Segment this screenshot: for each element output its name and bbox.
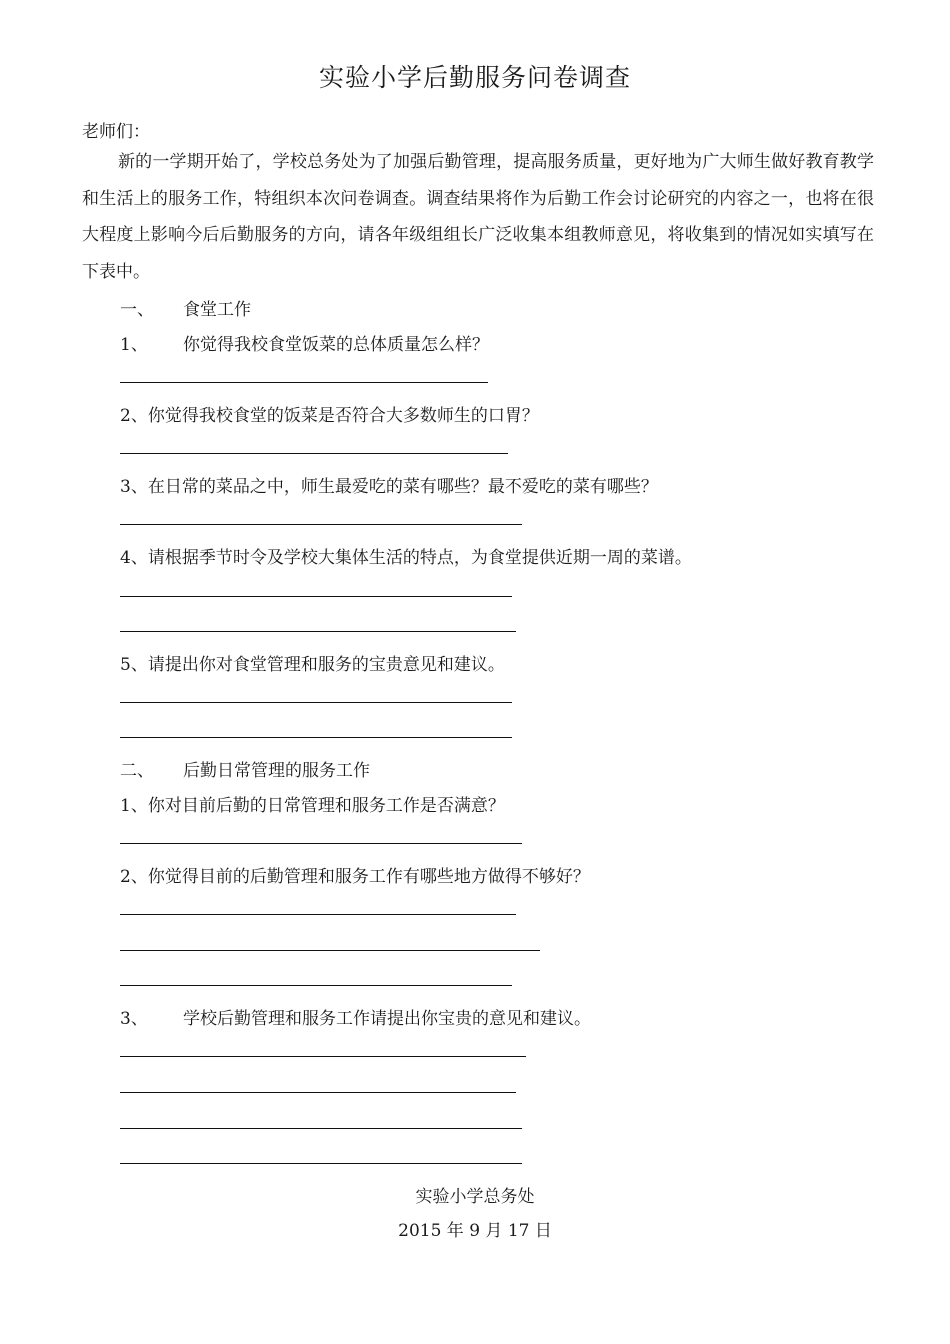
answer-line[interactable] [120,843,522,844]
answer-line[interactable] [120,985,512,986]
section1-number: 一、 [120,300,154,320]
section2-question-2: 2、你觉得目前的后勤管理和服务工作有哪些地方做得不够好？ [120,867,590,887]
section2-heading [120,756,370,781]
section1-title: 食堂工作 [183,300,251,320]
answer-line[interactable] [120,702,512,703]
answer-line[interactable] [120,1092,516,1093]
answer-line[interactable] [120,524,522,525]
section1-question-1 [120,330,489,355]
greeting: 老师们： [82,122,150,142]
section1-question-4: 4、请根据季节时令及学校大集体生活的特点，为食堂提供近期一周的菜谱。 [120,548,692,568]
intro-paragraph: 新的一学期开始了，学校总务处为了加强后勤管理，提高服务质量，更好地为广大师生做好教育教学和生活上的服务工作，特组织本次问卷调查。调查结果将作为后勤工作会讨论研究的内容之一，也将在很大程度上影响今后后勤服务的方向，请各年级组组长广泛收集本组教师意见，将收集到的情况如实填写在下表中。 [82,152,874,282]
issue-date: 2015 年 9 月 17 日 [398,1221,552,1241]
section1-question-5: 5、请提出你对食堂管理和服务的宝贵意见和建议。 [120,655,505,675]
answer-line[interactable] [120,914,516,915]
answer-line[interactable] [120,596,512,597]
section2-title: 后勤日常管理的服务工作 [183,761,370,781]
section1-question-3: 3、在日常的菜品之中，师生最爱吃的菜有哪些？最不爱吃的菜有哪些？ [120,477,658,497]
section1-q1-text: 你觉得我校食堂饭菜的总体质量怎么样？ [183,335,489,355]
answer-line[interactable] [120,1128,522,1129]
section2-question-1: 1、你对目前后勤的日常管理和服务工作是否满意？ [120,796,505,816]
section1-question-2: 2、你觉得我校食堂的饭菜是否符合大多数师生的口胃？ [120,406,539,426]
answer-line[interactable] [120,950,540,951]
section2-question-3 [120,1004,591,1029]
answer-line[interactable] [120,631,516,632]
issuer: 实验小学总务处 [415,1187,535,1207]
answer-line[interactable] [120,1163,522,1164]
section1-q1-number: 1、 [120,335,148,355]
section2-q3-text: 学校后勤管理和服务工作请提出你宝贵的意见和建议。 [183,1009,591,1029]
section2-number: 二、 [120,761,154,781]
answer-line[interactable] [120,453,508,454]
document-title: 实验小学后勤服务问卷调查 [318,63,631,92]
section2-q3-number: 3、 [120,1009,148,1029]
section1-heading [120,295,251,320]
answer-line[interactable] [120,382,488,383]
answer-line[interactable] [120,737,512,738]
answer-line[interactable] [120,1056,526,1057]
